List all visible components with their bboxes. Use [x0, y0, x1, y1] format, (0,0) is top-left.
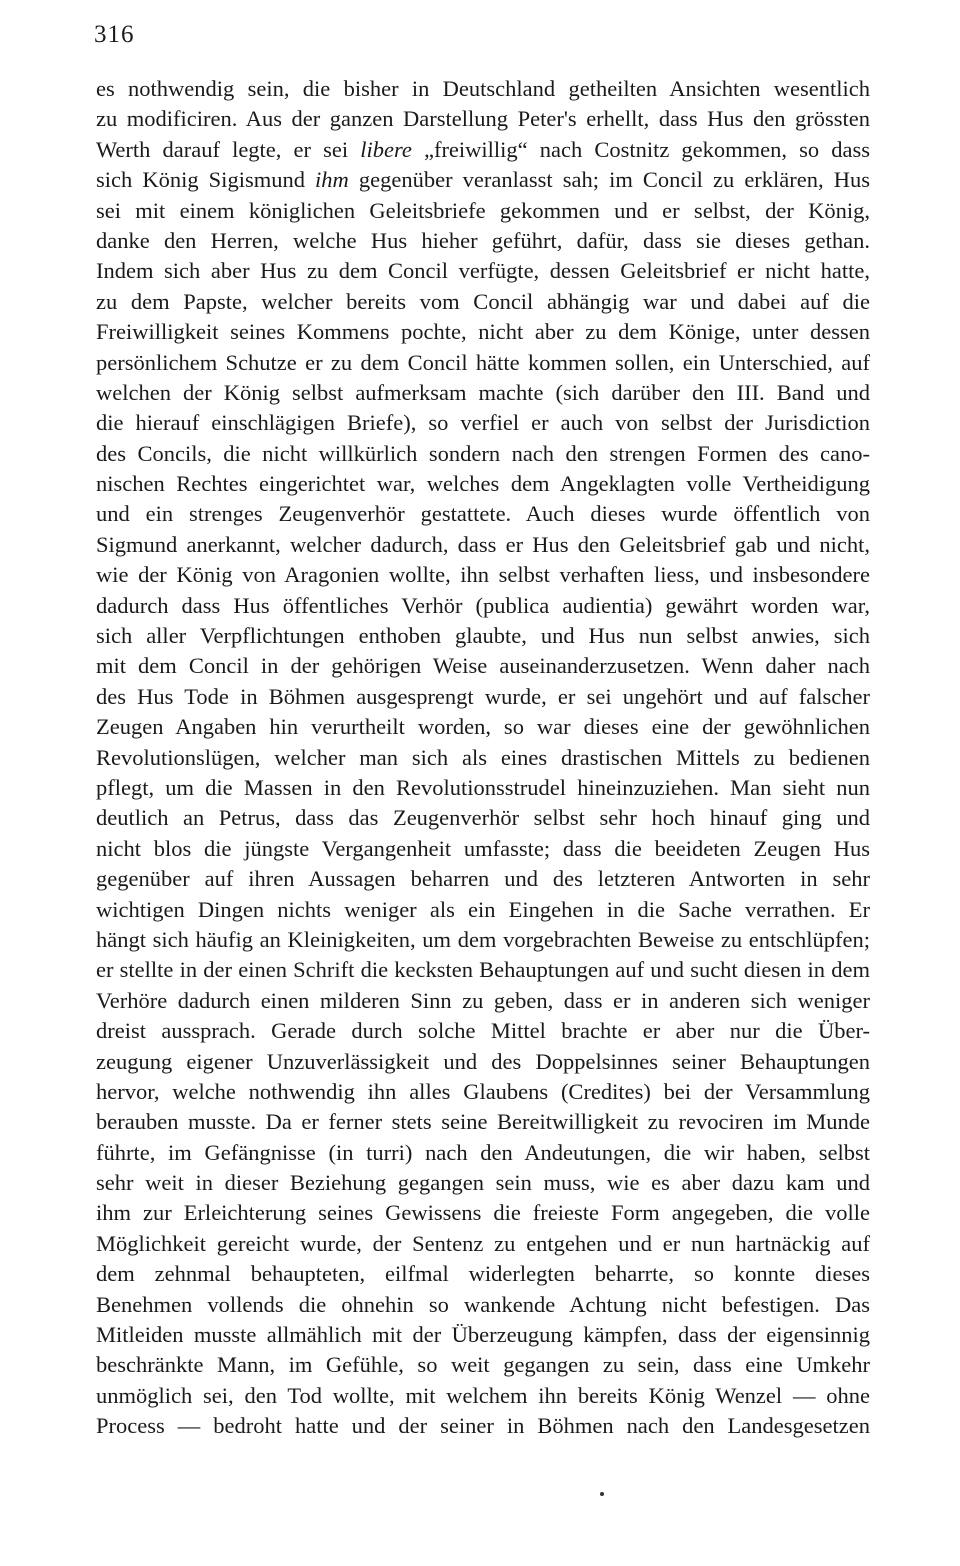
text-line: zeugung eigener Unzuverlässigkeit und des Doppelsinnes seiner Behauptungen — [96, 1048, 870, 1074]
text-line: nischen Rechtes eingerichtet war, welches dem Angeklagten volle Vertheidigung — [96, 471, 870, 497]
text-line: berauben musste. Da er ferner stets seine Bereitwilligkeit zu revociren im Munde — [96, 1109, 870, 1135]
text-line: Freiwilligkeit seines Kommens pochte, nicht aber zu dem Könige, unter dessen — [96, 319, 870, 345]
body-text — [96, 74, 870, 1442]
text-line: des Hus Tode in Böhmen ausgesprengt wurde, er sei ungehört und auf falscher — [96, 683, 870, 709]
page-number: 316 — [94, 21, 135, 48]
text-line: persönlichem Schutze er zu dem Concil hätte kommen sollen, ein Unterschied, auf — [96, 349, 870, 375]
emphasis: ihm — [315, 167, 349, 193]
text-line: sich König Sigismund ihm gegenüber veranlasst sah; im Concil zu erklären, Hus — [96, 167, 870, 193]
text-line: sich aller Verpflichtungen enthoben glaubte, und Hus nun selbst anwies, sich — [96, 623, 870, 649]
emphasis: libere — [360, 136, 412, 162]
text-line: sei mit einem königlichen Geleitsbriefe gekommen und er selbst, der König, — [96, 197, 870, 223]
text-line: und ein strenges Zeugenverhör gestattete. Auch dieses wurde öffentlich von — [96, 501, 870, 527]
text-line: Sigmund anerkannt, welcher dadurch, dass er Hus den Geleitsbrief gab und nicht, — [96, 531, 870, 557]
text-line: zu dem Papste, welcher bereits vom Concil abhängig war und dabei auf die — [96, 288, 870, 314]
text-line: Indem sich aber Hus zu dem Concil verfügte, dessen Geleitsbrief er nicht hatte, — [96, 258, 870, 284]
text-line: hervor, welche nothwendig ihn alles Glaubens (Credites) bei der Versammlung — [96, 1078, 870, 1104]
print-speck — [600, 1492, 604, 1496]
text-line: wichtigen Dingen nichts weniger als ein Eingehen in die Sache verrathen. Er — [96, 896, 870, 922]
text-line: pflegt, um die Massen in den Revolutionsstrudel hineinzuziehen. Man sieht nun — [96, 774, 870, 800]
text-line: wie der König von Aragonien wollte, ihn selbst verhaften liess, und insbesondere — [96, 562, 870, 588]
text-line: beschränkte Mann, im Gefühle, so weit gegangen zu sein, dass eine Umkehr — [96, 1352, 870, 1378]
text-line: führte, im Gefängnisse (in turri) nach den Andeutungen, die wir haben, selbst — [96, 1139, 870, 1165]
text-line: es nothwendig sein, die bisher in Deutschland getheilten Ansichten wesentlich — [96, 76, 870, 101]
text-line: Revolutionslügen, welcher man sich als eines drastischen Mittels zu bedienen — [96, 744, 870, 770]
text-line: Möglichkeit gereicht wurde, der Sentenz zu entgehen und er nun hartnäckig auf — [96, 1230, 870, 1256]
text-line: hängt sich häufig an Kleinigkeiten, um dem vorgebrachten Beweise zu entschlüpfen; — [96, 926, 870, 952]
text-line: danke den Herren, welche Hus hieher geführt, dafür, dass sie dieses gethan. — [96, 227, 870, 253]
text-line: die hierauf einschlägigen Briefe), so verfiel er auch von selbst der Jurisdiction — [96, 410, 870, 436]
text-line: Process — bedroht hatte und der seiner in Böhmen nach den Landesgesetzen — [96, 1413, 870, 1439]
text-line: Benehmen vollends die ohnehin so wankende Achtung nicht befestigen. Das — [96, 1291, 870, 1317]
text-line: gegenüber auf ihren Aussagen beharren und des letzteren Antworten in sehr — [96, 866, 870, 892]
text-line: Werth darauf legte, er sei libere „freiwillig“ nach Costnitz gekommen, so dass — [96, 136, 870, 162]
text-line: Verhöre dadurch einen milderen Sinn zu geben, dass er in anderen sich weniger — [96, 987, 870, 1013]
text-line: unmöglich sei, den Tod wollte, mit welchem ihn bereits König Wenzel — ohne — [96, 1382, 870, 1408]
text-line: Mitleiden musste allmählich mit der Überzeugung kämpfen, dass der eigensinnig — [96, 1322, 870, 1348]
text-line: mit dem Concil in der gehörigen Weise auseinanderzusetzen. Wenn daher nach — [96, 653, 870, 679]
text-line: dem zehnmal behaupteten, eilfmal widerlegten beharrte, so konnte dieses — [96, 1261, 870, 1287]
text-line: ihm zur Erleichterung seines Gewissens die freieste Form angegeben, die volle — [96, 1200, 870, 1226]
text-line: welchen der König selbst aufmerksam machte (sich darüber den III. Band und — [96, 379, 870, 405]
text-line: nicht blos die jüngste Vergangenheit umfasste; dass die beeideten Zeugen Hus — [96, 835, 870, 861]
text-line: er stellte in der einen Schrift die kecksten Behauptungen auf und sucht diesen in dem — [96, 957, 870, 983]
text-line: dadurch dass Hus öffentliches Verhör (publica audientia) gewährt worden war, — [96, 592, 870, 618]
text-line: sehr weit in dieser Beziehung gegangen sein muss, wie es aber dazu kam und — [96, 1170, 870, 1196]
text-line: dreist aussprach. Gerade durch solche Mittel brachte er aber nur die Über- — [96, 1018, 870, 1044]
text-line: zu modificiren. Aus der ganzen Darstellung Peter's erhellt, dass Hus den grössten — [96, 106, 870, 132]
text-line: deutlich an Petrus, dass das Zeugenverhör selbst sehr hoch hinauf ging und — [96, 805, 870, 831]
text-line: Zeugen Angaben hin verurtheilt worden, so war dieses eine der gewöhnlichen — [96, 714, 870, 740]
text-line: des Concils, die nicht willkürlich sondern nach den strengen Formen des cano- — [96, 440, 870, 466]
